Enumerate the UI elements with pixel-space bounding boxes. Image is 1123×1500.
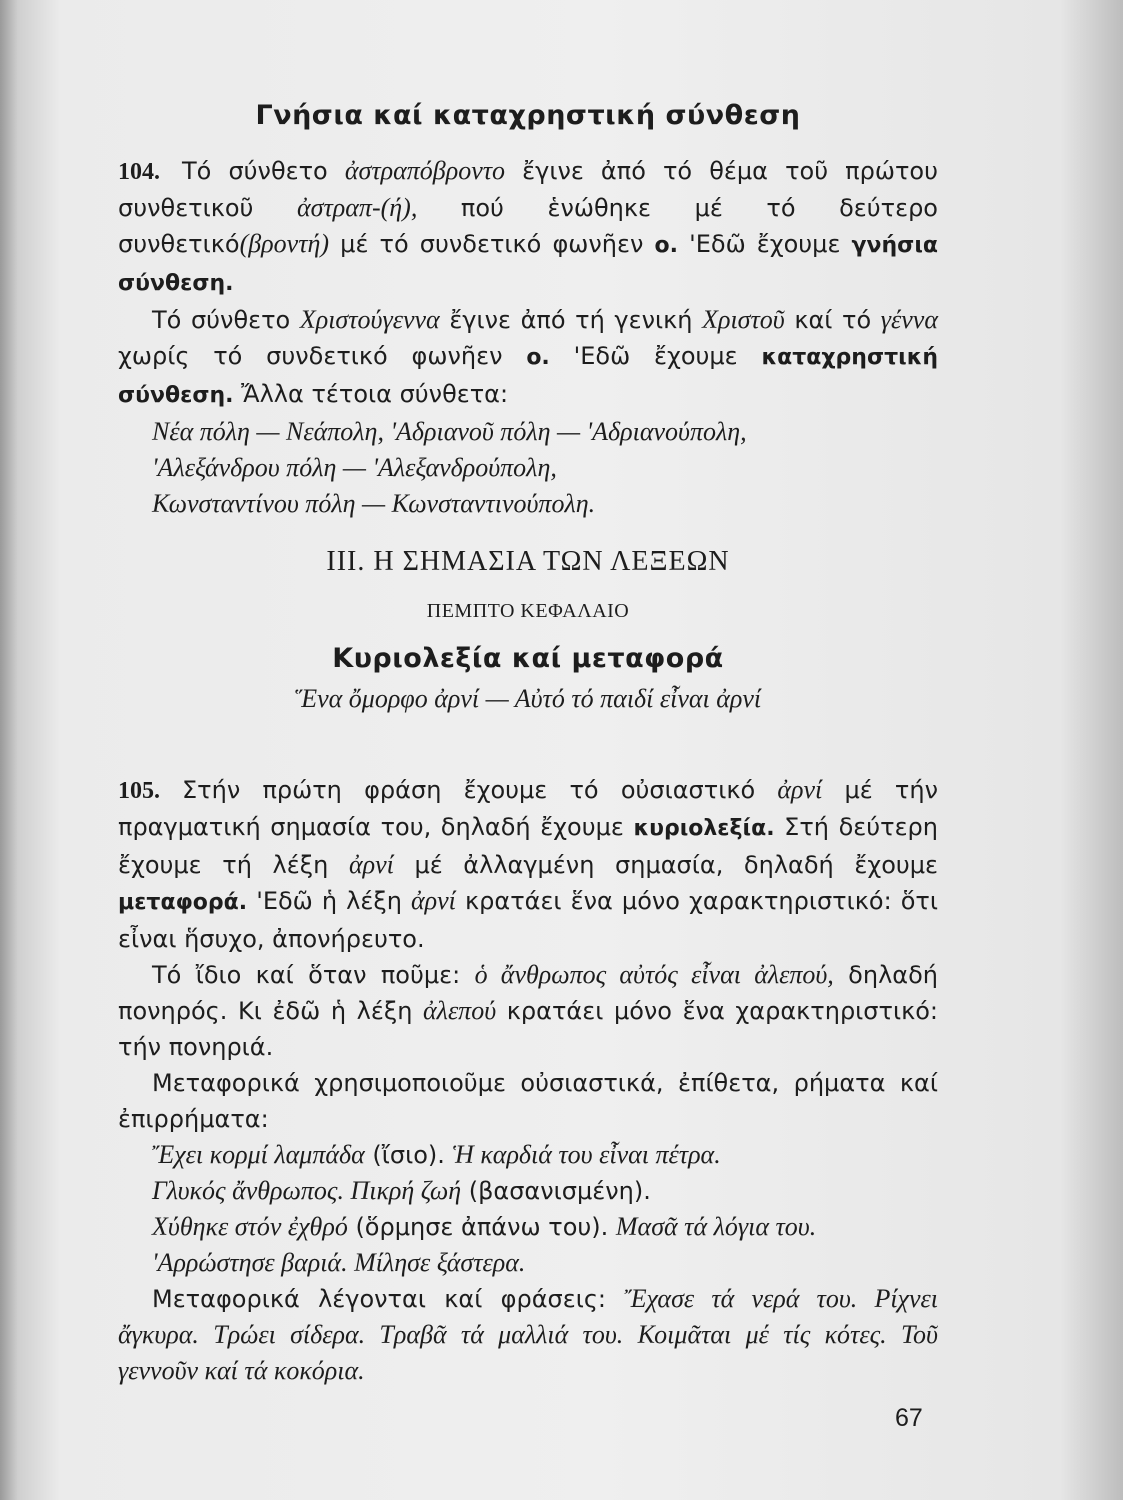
- heading-literal-metaphor: Κυριολεξία καί μεταφορά: [332, 643, 724, 674]
- part-title: III. Η ΣΗΜΑΣΙΑ ΤΩΝ ΛΕΞΕΩΝ: [326, 546, 730, 577]
- example-line: Γλυκός ἄνθρωπος. Πικρή ζωή (βασανισμένη).: [152, 1176, 651, 1205]
- epigraph: Ἕνα ὄμορφο ἀρνί — Αὐτό τό παιδί εἶναι ἀρνί: [294, 684, 762, 713]
- paragraph-105-1: 105. Στήν πρώτη φράση ἔχουμε τό οὐσιαστικό ἀρνί μέ τήν πραγματική σημασία του, δηλαδή ἔχουμε κυριολεξία. Στή δεύτερη ἔχουμε τή λέξη ἀρνί μέ ἀλλαγμένη σημασία, δηλαδή ἔχουμε μεταφορά. 'Εδῶ ἡ λέξη ἀρνί κρατάει ἕνα μόνο χαρακτηριστικό: ὅτι εἶναι ἥσυχο, ἀπονήρευτο.: [118, 775, 939, 953]
- paragraph-105-2: Τό ἴδιο καί ὅταν ποῦμε: ὁ ἄνθρωπος αὐτός εἶναι ἀλεπού, δηλαδή πονηρός. Κι ἐδῶ ἡ λέξη ἀλεπού κρατάει μόνο ἕνα χαρακτηριστικό: τήν πονηριά.: [118, 960, 938, 1061]
- example-line: 'Αλεξάνδρου πόλη — 'Αλεξανδρούπολη,: [152, 453, 557, 482]
- page-number: 67: [895, 1404, 923, 1432]
- section-104: [118, 100, 938, 522]
- section-105: [118, 772, 938, 1389]
- example-line: 'Αρρώστησε βαριά. Μίλησε ξάστερα.: [152, 1248, 526, 1277]
- section-number: 104.: [118, 159, 160, 185]
- chapter-header: [118, 546, 938, 714]
- example-line: Νέα πόλη — Νεάπολη, 'Αδριανοῦ πόλη — 'Αδριανούπολη,: [152, 417, 747, 446]
- example-line: Ἔχει κορμί λαμπάδα (ἴσιο). Ἡ καρδιά του εἶναι πέτρα.: [152, 1140, 721, 1169]
- paragraph-105-4: Μεταφορικά λέγονται καί φράσεις: Ἔχασε τά νερά του. Ρίχνει ἄγκυρα. Τρώει σίδερα. Τραβᾶ τά μαλλιά του. Κοιμᾶται μέ τίς κότες. Τοῦ γεννοῦν καί τά κοκόρια.: [118, 1284, 939, 1385]
- section-number: 105.: [118, 778, 160, 804]
- paragraph-105-3: Μεταφορικά χρησιμοποιοῦμε οὐσιαστικά, ἐπίθετα, ρήματα καί ἐπιρρήματα:: [118, 1069, 938, 1133]
- paragraph-104-2: Τό σύνθετο Χριστούγεννα ἔγινε ἀπό τή γενική Χριστοῦ καί τό γέννα χωρίς τό συνδετικό φωνῆεν ο. 'Εδῶ ἔχουμε καταχρηστική σύνθεση. Ἄλλα τέτοια σύνθετα:: [118, 305, 938, 408]
- heading-genuine-compound: Γνήσια καί καταχρηστική σύνθεση: [255, 100, 801, 131]
- chapter-title: ΠΕΜΠΤΟ ΚΕΦΑΛΑΙΟ: [426, 600, 630, 622]
- example-line: Κωνσταντίνου πόλη — Κωνσταντινούπολη.: [152, 489, 596, 518]
- example-line: Χύθηκε στόν ἐχθρό (ὅρμησε ἀπάνω του). Μασᾶ τά λόγια του.: [152, 1212, 817, 1241]
- paragraph-104-1: 104. Τό σύνθετο ἀστραπόβροντο ἔγινε ἀπό τό θέμα τοῦ πρώτου συνθετικοῦ ἀστραπ-(ή), πού ἑνώθηκε μέ τό δεύτερο συνθετικό(βροντή) μέ τό συνδετικό φωνῆεν ο. 'Εδῶ ἔχουμε γνήσια σύνθεση.: [118, 156, 938, 296]
